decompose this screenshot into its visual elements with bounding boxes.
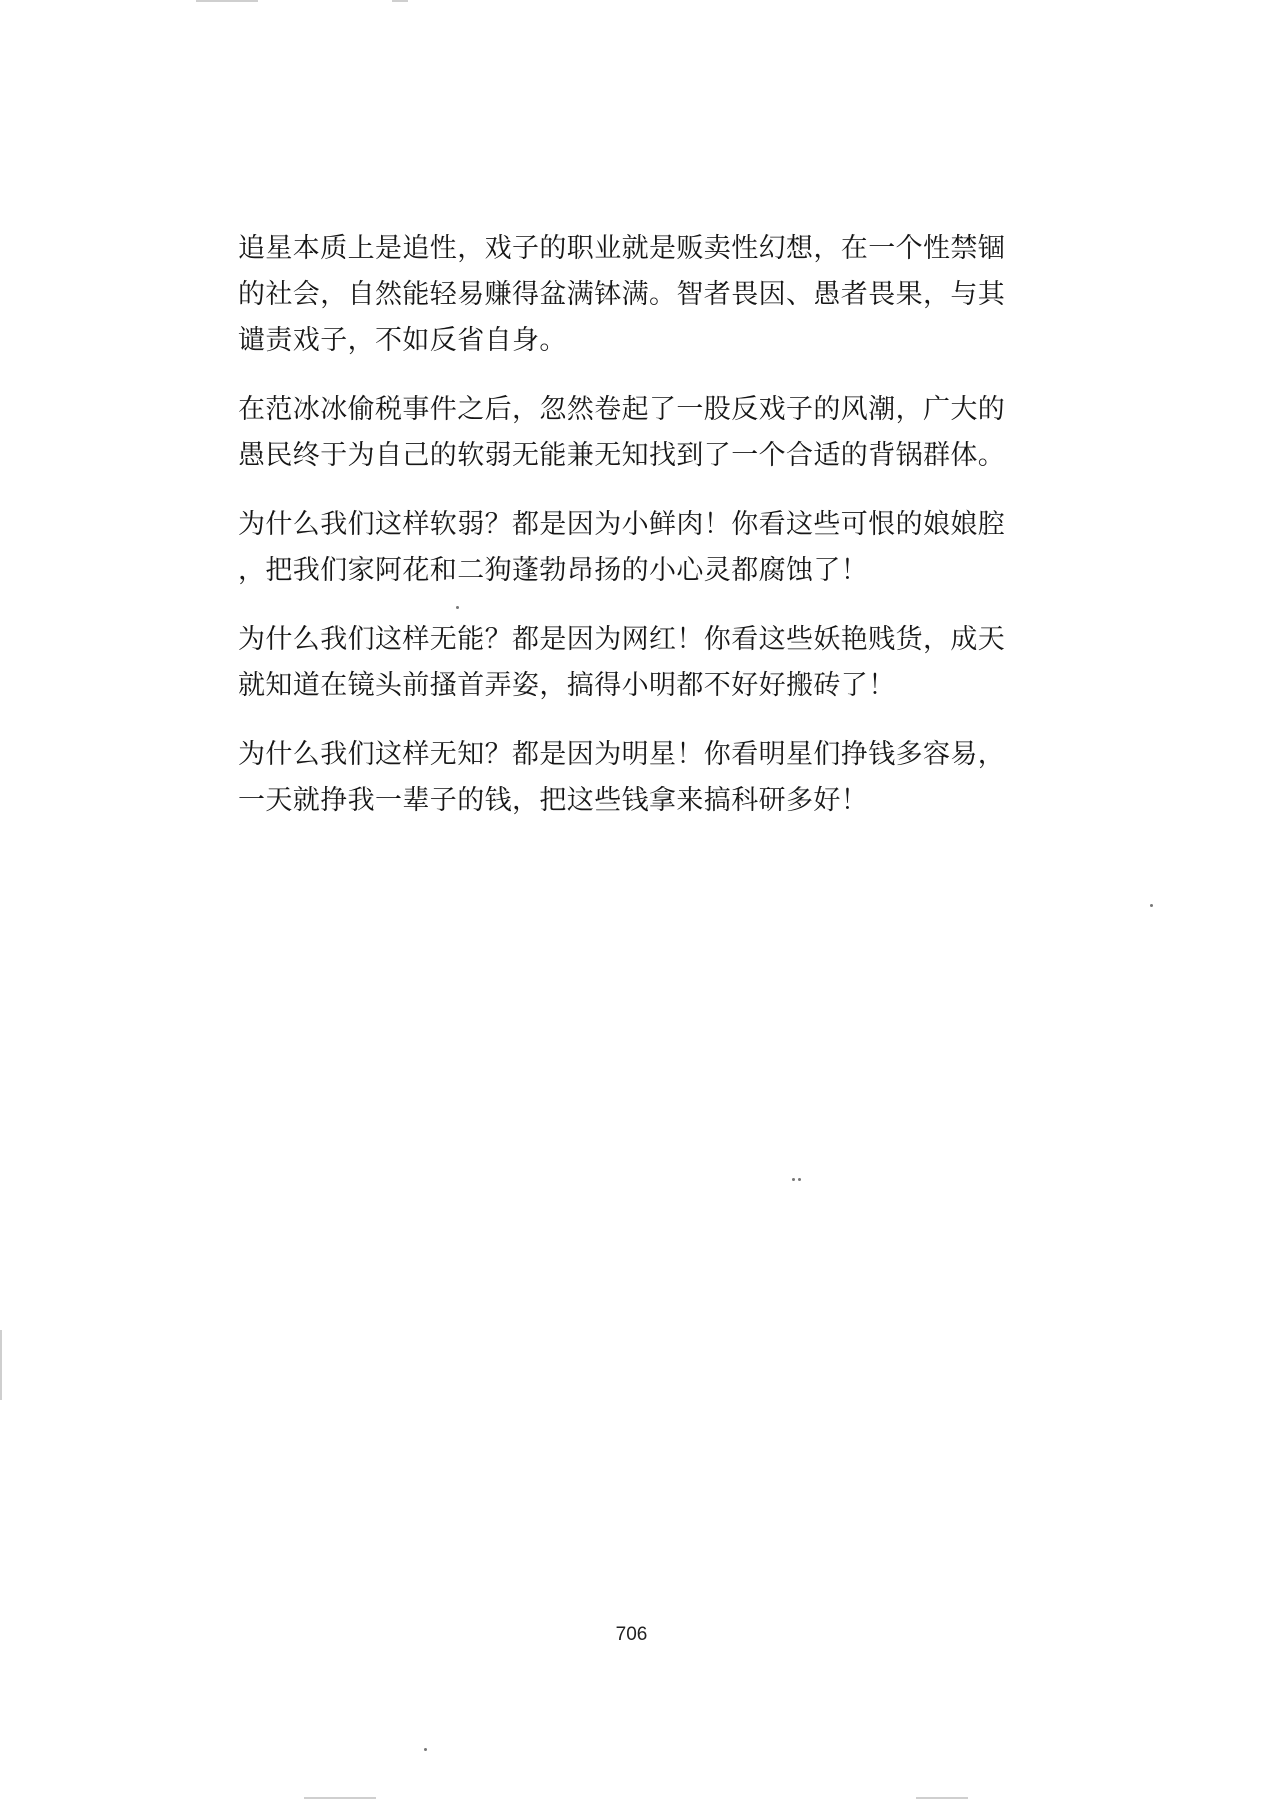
scan-edge-mark (304, 1797, 376, 1799)
body-text (238, 226, 1048, 847)
text-line: ，把我们家阿花和二狗蓬勃昂扬的小心灵都腐蚀了！ (238, 555, 869, 586)
text-line: 为什么我们这样软弱？都是因为小鲜肉！你看这些可恨的娘娘腔 (238, 509, 1006, 540)
text-line: 谴责戏子，不如反省自身。 (238, 325, 567, 356)
text-line: 在范冰冰偷税事件之后，忽然卷起了一股反戏子的风潮，广大的 (238, 394, 1006, 425)
scan-edge-mark (392, 0, 408, 2)
text-line: 一天就挣我一辈子的钱，把这些钱拿来搞科研多好！ (238, 785, 869, 816)
text-line: 为什么我们这样无能？都是因为网红！你看这些妖艳贱货，成天 (238, 624, 1006, 655)
scan-speck (798, 1178, 801, 1181)
scan-speck (1150, 904, 1153, 907)
scan-speck (792, 1178, 795, 1181)
scan-edge-mark (0, 1330, 2, 1400)
paragraph (238, 387, 1048, 479)
scan-edge-mark (916, 1797, 968, 1799)
page-number: 706 (615, 1624, 648, 1645)
text-line: 愚民终于为自己的软弱无能兼无知找到了一个合适的背锅群体。 (238, 440, 1006, 471)
text-line: 的社会，自然能轻易赚得盆满钵满。智者畏因、愚者畏果，与其 (238, 279, 1006, 310)
scan-edge-mark (196, 0, 258, 2)
scan-speck (456, 606, 459, 609)
paragraph (238, 226, 1048, 364)
paragraph (238, 502, 1048, 594)
text-line: 追星本质上是追性，戏子的职业就是贩卖性幻想，在一个性禁锢 (238, 233, 1006, 264)
scan-speck (424, 1748, 427, 1751)
text-line: 就知道在镜头前搔首弄姿，搞得小明都不好好搬砖了！ (238, 670, 896, 701)
paragraph (238, 617, 1048, 709)
text-line: 为什么我们这样无知？都是因为明星！你看明星们挣钱多容易， (238, 739, 1006, 770)
paragraph (238, 732, 1048, 824)
